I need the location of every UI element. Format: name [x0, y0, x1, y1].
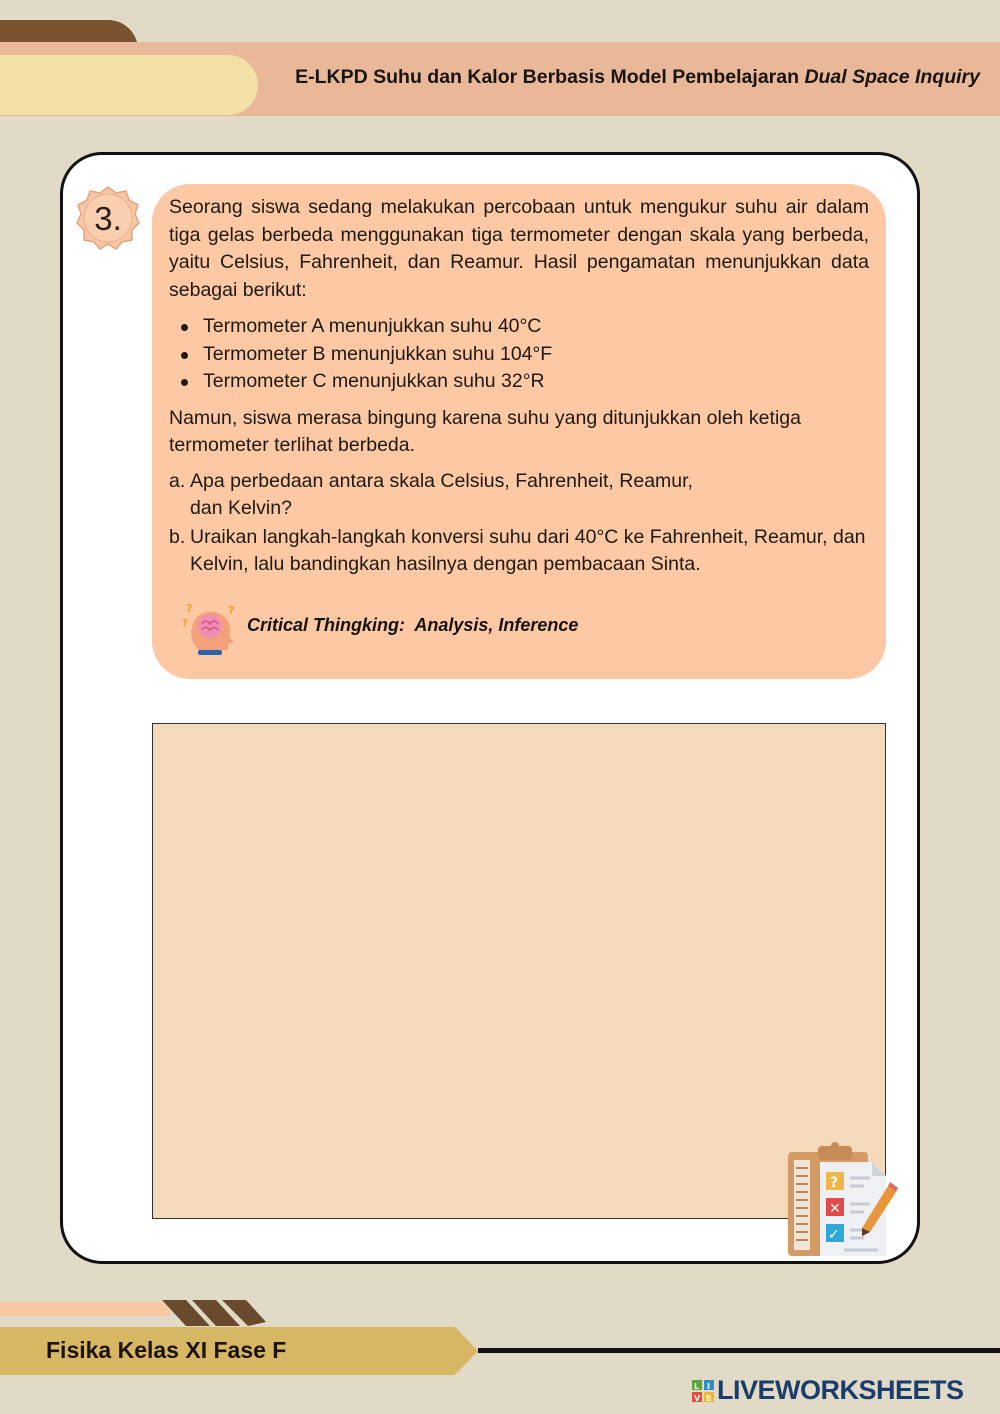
answer-input[interactable] — [153, 724, 885, 1218]
clipboard-checklist-icon — [784, 1140, 900, 1260]
thermometer-list — [169, 313, 869, 396]
footer-rule — [478, 1348, 1000, 1353]
svg-text:?: ? — [186, 602, 193, 615]
skill-label: Critical Thingking — [247, 615, 400, 635]
bullet-icon — [181, 379, 188, 386]
list-item — [181, 341, 869, 369]
question-number: 3. — [94, 200, 122, 237]
logo-square-letter: E — [706, 1394, 712, 1402]
header-cream-tab — [0, 55, 258, 115]
footer-peach-strip — [0, 1302, 170, 1316]
question-intro: Seorang siswa sedang melakukan percobaan untuk mengukur suhu air dalam tiga gelas berbeda menggunakan tiga termometer dengan skala yang berbeda, yaitu Celsius, Fahrenheit, dan Reamur. Hasil pengamatan menunjukkan data sebagai berikut: — [169, 196, 869, 301]
question-text — [169, 194, 869, 579]
page-title — [295, 66, 980, 89]
sub-question-label: a. — [169, 469, 186, 492]
svg-text:?: ? — [182, 618, 188, 629]
sub-question-a — [169, 468, 869, 523]
list-item-text: Termometer A menunjukkan suhu 40°C — [203, 315, 542, 337]
svg-text:?: ? — [830, 1175, 839, 1191]
skill-values: Analysis, Inference — [414, 615, 579, 635]
footer-stripes — [158, 1300, 268, 1328]
svg-text:✕: ✕ — [829, 1201, 841, 1217]
list-item — [181, 368, 869, 396]
logo-square-letter: V — [694, 1394, 701, 1402]
logo-square-letter: I — [707, 1382, 710, 1391]
question-context: Namun, siswa merasa bingung karena suhu yang ditunjukkan oleh ketiga termometer terlihat berbeda. — [169, 406, 801, 456]
list-item — [181, 313, 869, 341]
sub-question-label: b. — [169, 525, 186, 548]
liveworksheets-logo[interactable] — [692, 1376, 992, 1406]
sub-question-text: Uraikan langkah-langkah konversi suhu dari 40°C ke Fahrenheit, Reamur, dan Kelvin, lalu bandingkan hasilnya dengan pembacaan Sinta. — [190, 525, 866, 575]
bullet-icon — [181, 352, 188, 359]
footer-subject: Fisika Kelas XI Fase F — [46, 1337, 287, 1363]
logo-square-letter: L — [694, 1382, 700, 1391]
list-item-text: Termometer B menunjukkan suhu 104°F — [203, 342, 553, 365]
brain-question-icon — [180, 600, 240, 656]
question-number-badge — [76, 186, 140, 250]
sub-question-b — [169, 524, 869, 579]
svg-text:✓: ✓ — [828, 1227, 840, 1243]
brand-name: LIVEWORKSHEETS — [717, 1375, 964, 1405]
svg-text:?: ? — [228, 604, 235, 617]
answer-area[interactable] — [152, 723, 886, 1219]
page-title-italic: Dual Space Inquiry — [804, 66, 980, 88]
logo-squares-icon — [692, 1380, 714, 1402]
page-title-main: E-LKPD Suhu dan Kalor Berbasis Model Pembelajaran — [295, 66, 805, 88]
bullet-icon — [181, 324, 188, 331]
critical-thinking-label: Critical Thingking: Analysis, Inference — [247, 615, 579, 635]
list-item-text: Termometer C menunjukkan suhu 32°R — [203, 370, 545, 392]
sub-question-text: Apa perbedaan antara skala Celsius, Fahrenheit, Reamur, dan Kelvin? — [190, 469, 693, 519]
